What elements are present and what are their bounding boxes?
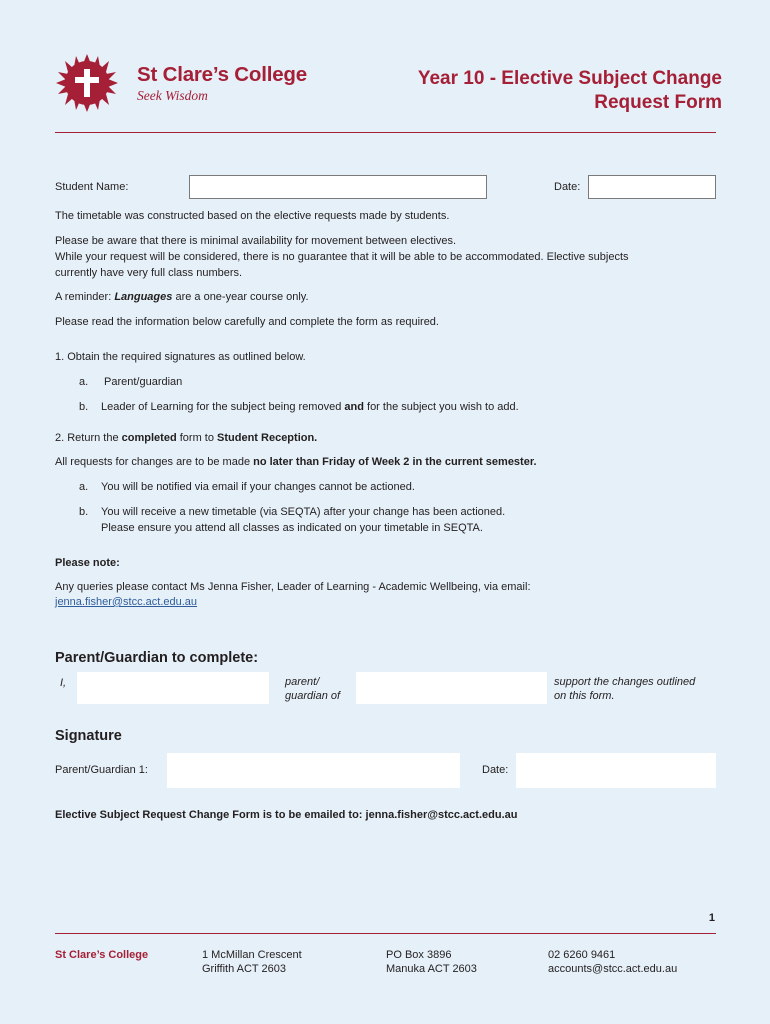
date-label: Date: <box>554 181 581 193</box>
footer-po-box: PO Box 3896 Manuka ACT 2603 <box>386 949 477 975</box>
step-3a-marker: a. <box>79 481 89 493</box>
student-name-label: Student Name: <box>55 181 129 193</box>
step-2: 2. Return the completed form to Student Reception. <box>55 432 318 444</box>
step-3a: You will be notified via email if your changes cannot be actioned. <box>101 481 415 493</box>
guardian-i-label: I, <box>60 677 67 689</box>
footer-contact <box>548 948 677 976</box>
college-crest-icon <box>54 52 120 114</box>
step-3b-marker: b. <box>79 506 89 518</box>
note-email-link[interactable]: jenna.fisher@stcc.act.edu.au <box>55 596 198 608</box>
footer-divider <box>55 933 716 934</box>
signature-heading: Signature <box>55 728 122 744</box>
form-title-line1: Year 10 - Elective Subject Change <box>417 68 722 89</box>
student-of-guardian-input[interactable] <box>356 672 547 704</box>
guardian-of-label: parent/ guardian of <box>285 676 341 702</box>
step-1a-marker: a. <box>79 376 89 388</box>
footer-school-name: St Clare’s College <box>55 949 149 961</box>
school-name: St Clare’s College <box>137 63 307 86</box>
parent-guardian-1-signature-input[interactable] <box>167 753 460 788</box>
student-name-input[interactable] <box>189 175 487 199</box>
footer-phone: 02 6260 9461 <box>548 949 616 961</box>
step-1b-marker: b. <box>79 401 89 413</box>
header-divider <box>55 132 716 133</box>
step-1: 1. Obtain the required signatures as outlined below. <box>55 351 306 363</box>
deadline-notice: All requests for changes are to be made no later than Friday of Week 2 in the current semester. <box>55 456 537 468</box>
footer-street-address: 1 McMillan Crescent Griffith ACT 2603 <box>202 949 302 975</box>
intro-paragraph-4: Please read the information below carefully and complete the form as required. <box>55 316 439 328</box>
guardian-section-heading: Parent/Guardian to complete: <box>55 650 259 666</box>
page-number: 1 <box>708 912 715 924</box>
step-3b: You will receive a new timetable (via SEQTA) after your change has been actioned. Please ensure you attend all classes as indicated on your timetable in SEQTA. <box>101 506 506 534</box>
date-input[interactable] <box>588 175 716 199</box>
signature-date-input[interactable] <box>516 753 716 788</box>
intro-paragraph-1: The timetable was constructed based on the elective requests made by students. <box>55 210 450 222</box>
guardian-name-input[interactable] <box>77 672 269 704</box>
signature-date-label: Date: <box>482 764 509 776</box>
step-1a: Parent/guardian <box>104 376 183 388</box>
languages-reminder: A reminder: Languages are a one-year course only. <box>55 291 309 303</box>
footer-email[interactable]: accounts@stcc.act.edu.au <box>548 963 678 975</box>
note-text: Any queries please contact Ms Jenna Fisher, Leader of Learning - Academic Wellbeing, via email: <box>55 581 531 593</box>
school-motto: Seek Wisdom <box>137 88 208 103</box>
form-title <box>362 67 722 115</box>
email-instruction: Elective Subject Request Change Form is to be emailed to: jenna.fisher@stcc.act.edu.au <box>55 809 518 821</box>
form-title-line2: Request Form <box>594 92 722 113</box>
support-changes-label: support the changes outlined on this form. <box>554 676 696 702</box>
note-heading: Please note: <box>55 557 120 569</box>
intro-paragraph-2: Please be aware that there is minimal availability for movement between electives. While your request will be considered, there is no guarantee that it will be able to be accommodated. Elective subjects currently have very full class numbers. <box>55 235 629 279</box>
step-1b: Leader of Learning for the subject being removed and for the subject you wish to add. <box>101 401 519 413</box>
parent-guardian-1-label: Parent/Guardian 1: <box>55 764 148 776</box>
